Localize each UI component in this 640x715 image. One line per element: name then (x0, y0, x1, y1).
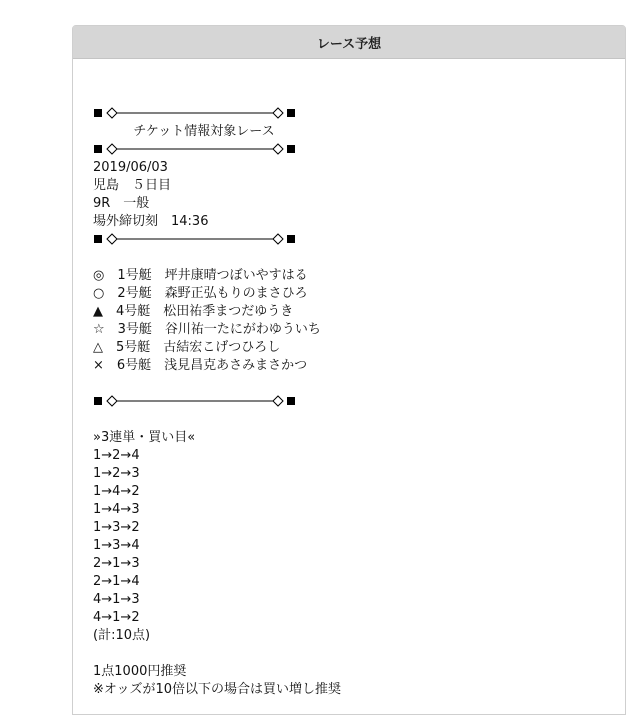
race-date: 2019/06/03 (93, 160, 168, 175)
bet-header: »3連単・買い目« (93, 430, 196, 445)
divider-info-bottom (93, 231, 297, 249)
panel-title: レース予想 (73, 26, 625, 59)
combo-total: (計:10点) (93, 628, 151, 643)
combo-row: 2→1→4 (93, 574, 140, 589)
divider-predictions-bottom (93, 393, 297, 411)
prediction-row: ○ 2号艇 森野正弘もりのまさひろ (93, 286, 308, 301)
race-forecast-panel (72, 25, 626, 715)
combo-row: 1→4→2 (93, 484, 140, 499)
combo-row: 1→2→3 (93, 466, 140, 481)
prediction-row: × 6号艇 浅見昌克あさみまさかつ (93, 358, 308, 373)
odds-note: ※オッズが10倍以下の場合は買い増し推奨 (93, 682, 342, 697)
divider-top (93, 105, 297, 123)
prediction-row: ◎ 1号艇 坪井康晴つぼいやすはる (93, 268, 308, 283)
combo-row: 2→1→3 (93, 556, 140, 571)
combo-row: 1→2→4 (93, 448, 140, 463)
divider-title-bottom (93, 141, 297, 159)
combo-row: 4→1→2 (93, 610, 140, 625)
race-number: 9R 一般 (93, 196, 150, 211)
stake-recommendation: 1点1000円推奨 (93, 664, 187, 679)
combo-row: 4→1→3 (93, 592, 140, 607)
combo-row: 1→3→2 (93, 520, 140, 535)
prediction-row: ▲ 4号艇 松田祐季まつだゆうき (93, 304, 294, 319)
prediction-row: ☆ 3号艇 谷川祐一たにがわゆういち (93, 322, 321, 337)
race-deadline: 場外締切刻 14:36 (93, 214, 209, 229)
panel-body (73, 59, 625, 699)
prediction-row: △ 5号艇 古結宏こげつひろし (93, 340, 281, 355)
ticket-title: チケット情報対象レース (133, 124, 275, 139)
combo-row: 1→4→3 (93, 502, 140, 517)
combo-row: 1→3→4 (93, 538, 140, 553)
race-venue: 児島 ５日目 (93, 178, 172, 193)
